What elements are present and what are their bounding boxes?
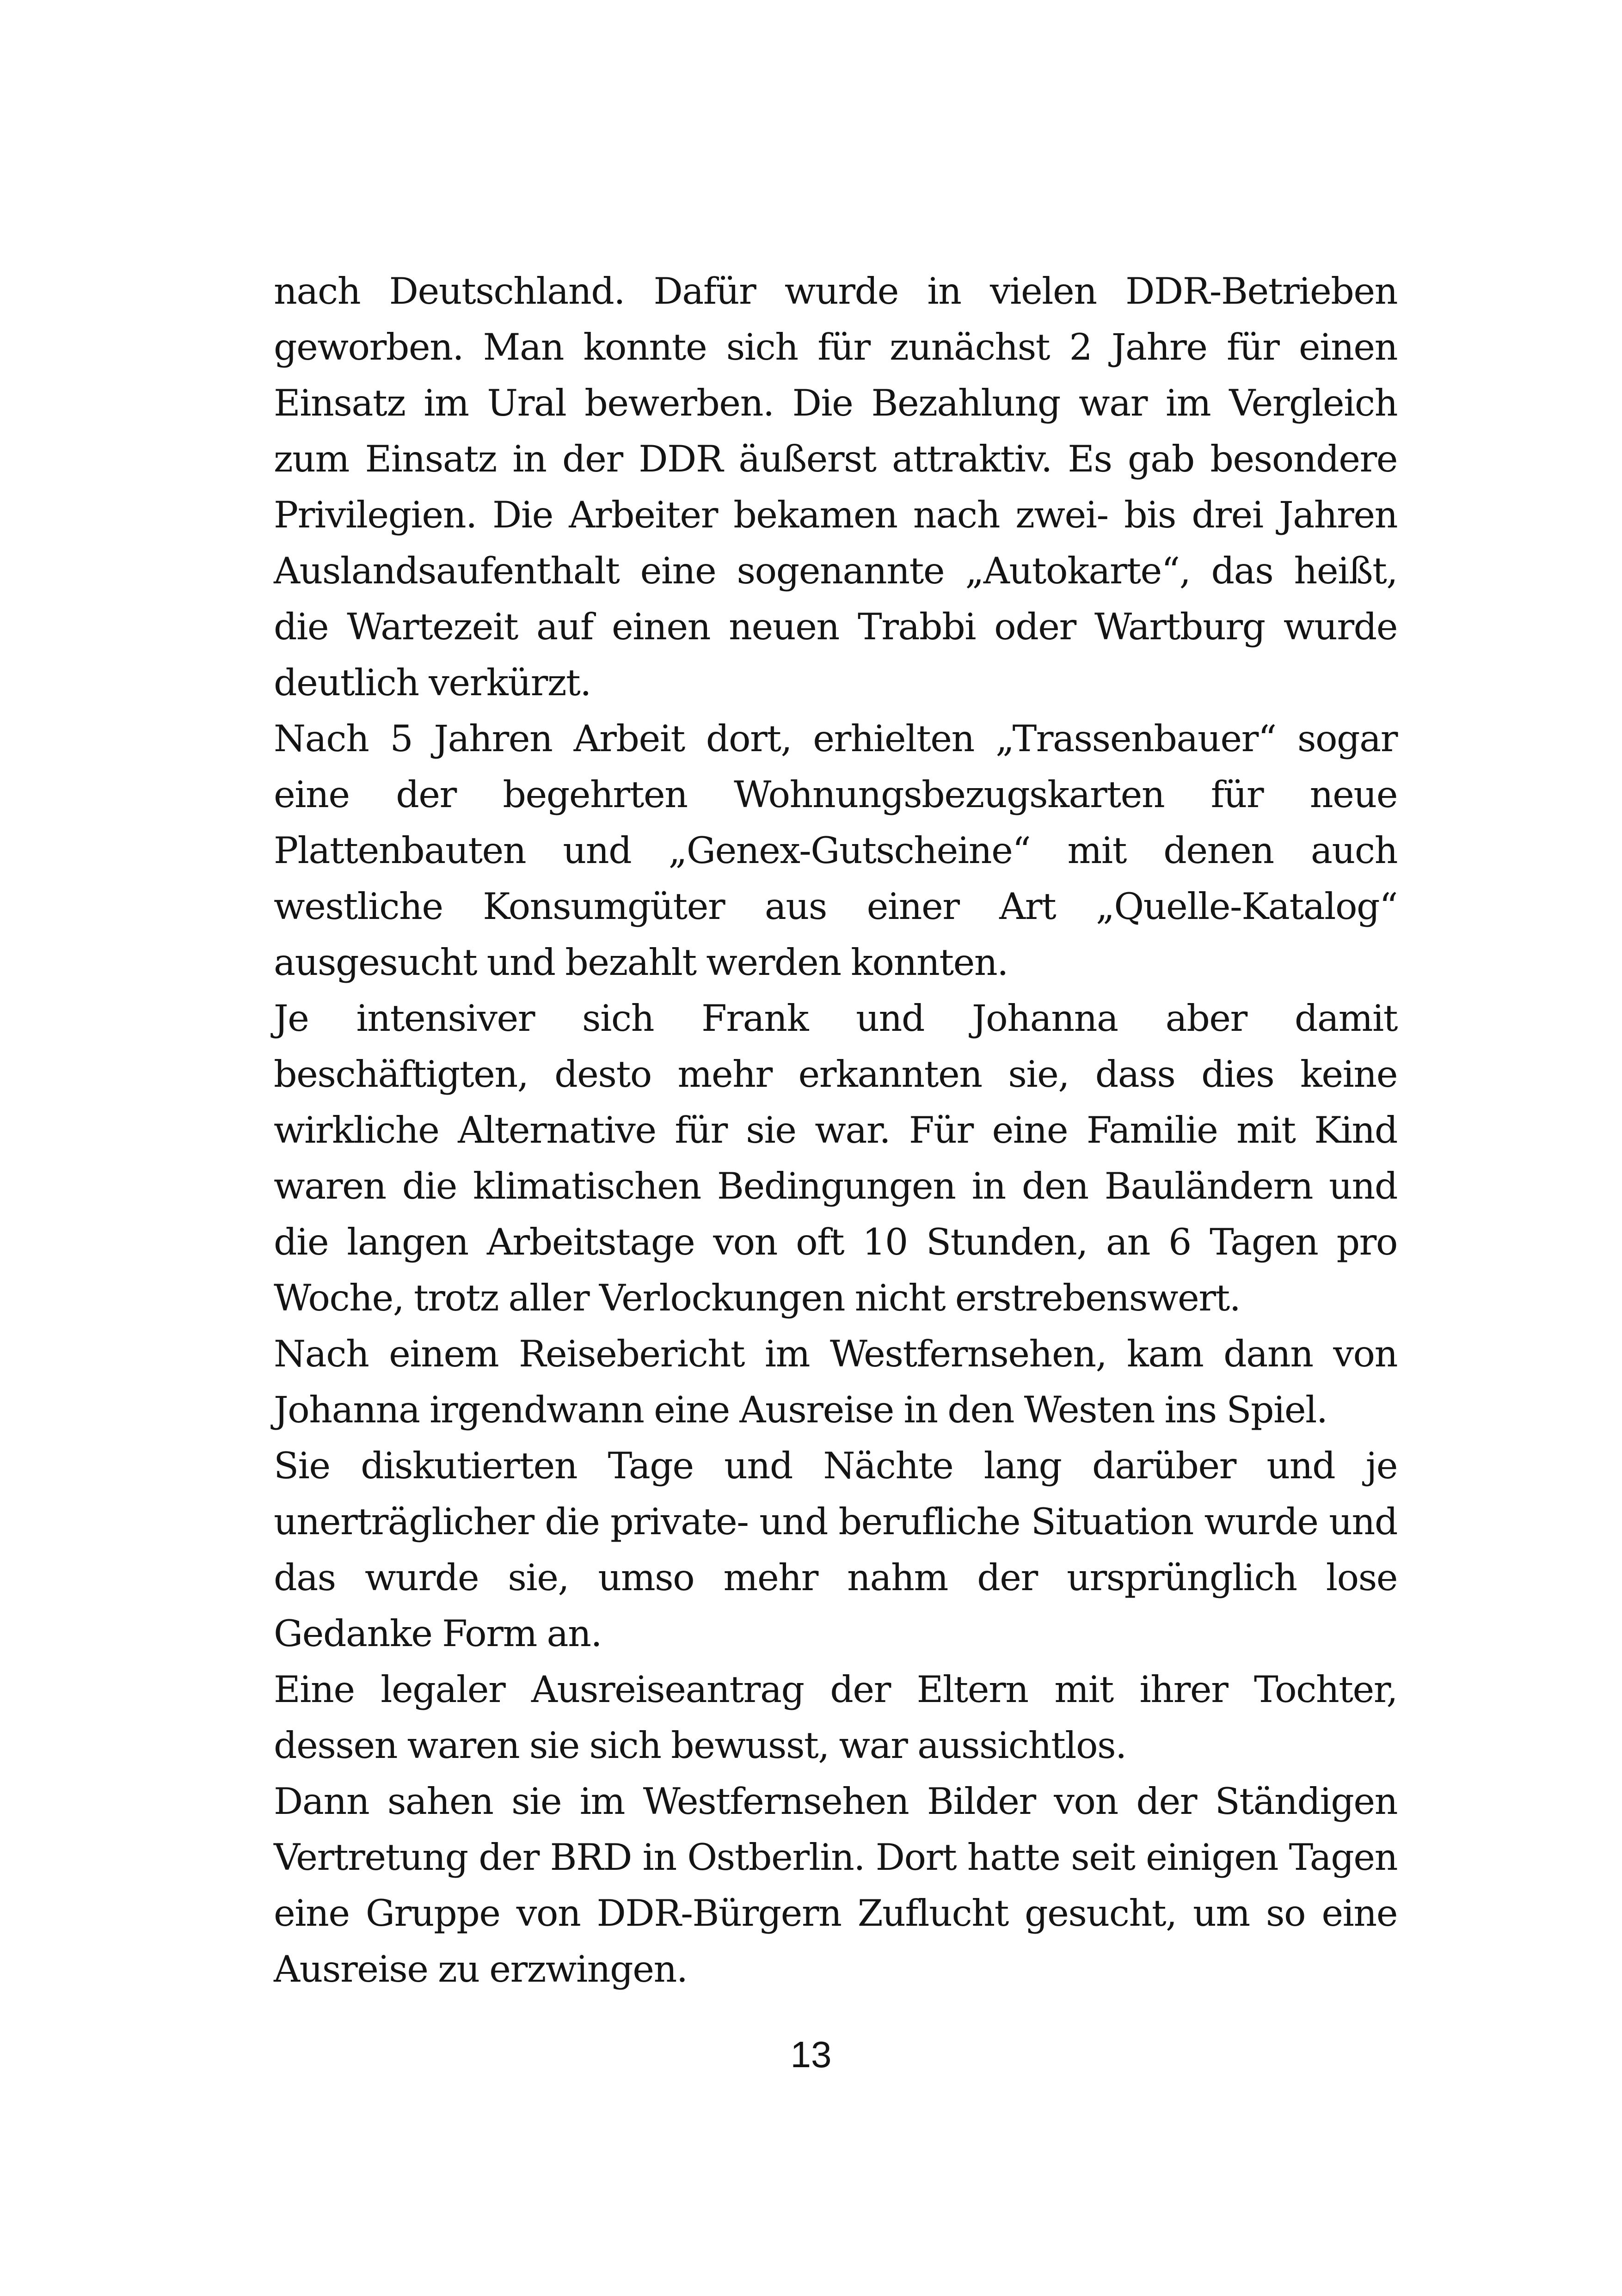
paragraph-4: Nach einem Reisebericht im Westfernsehen, kam dann von Johanna irgendwann eine Ausreise in den Westen ins Spiel. xyxy=(274,1333,1397,1431)
body-text xyxy=(274,263,1397,1997)
paragraph-6: Eine legaler Ausreiseantrag der Eltern mit ihrer Tochter, dessen waren sie sich bewusst, war aussichtlos. xyxy=(274,1668,1397,1767)
page-number: 13 xyxy=(790,2034,832,2075)
paragraph-1: nach Deutschland. Dafür wurde in vielen DDR-Betrieben geworben. Man konnte sich für zunächst 2 Jahre für einen Einsatz im Ural bewerben. Die Bezahlung war im Vergleich zum Einsatz in der DDR äußerst attraktiv. Es gab besondere Privilegien. Die Arbeiter bekamen nach zwei- bis drei Jahren Auslandsaufenthalt eine sogenannte „Autokarte“, das heißt, die Wartezeit auf einen neuen Trabbi oder Wartburg wurde deutlich verkürzt. xyxy=(274,270,1397,704)
paragraph-5: Sie diskutierten Tage und Nächte lang darüber und je unerträglicher die private- und berufliche Situation wurde und das wurde sie, umso mehr nahm der ursprünglich lose Gedanke Form an. xyxy=(274,1445,1397,1655)
paragraph-3: Je intensiver sich Frank und Johanna aber damit beschäftigten, desto mehr erkannten sie, dass dies keine wirkliche Alternative für sie war. Für eine Familie mit Kind waren die klimatischen Bedingungen in den Bauländern und die langen Arbeitstage von oft 10 Stunden, an 6 Tagen pro Woche, trotz aller Verlockungen nicht erstrebenswert. xyxy=(274,997,1397,1319)
paragraph-2: Nach 5 Jahren Arbeit dort, erhielten „Trassenbauer“ sogar eine der begehrten Wohnungsbezugskarten für neue Plattenbauten und „Genex-Gutscheine“ mit denen auch westliche Konsumgüter aus einer Art „Quelle-Katalog“ ausgesucht und bezahlt werden konnten. xyxy=(274,717,1397,984)
paragraph-7: Dann sahen sie im Westfernsehen Bilder von der Ständigen Vertretung der BRD in Ostberlin. Dort hatte seit einigen Tagen eine Gruppe von DDR-Bürgern Zuflucht gesucht, um so eine Ausreise zu erzwingen. xyxy=(274,1780,1397,1990)
